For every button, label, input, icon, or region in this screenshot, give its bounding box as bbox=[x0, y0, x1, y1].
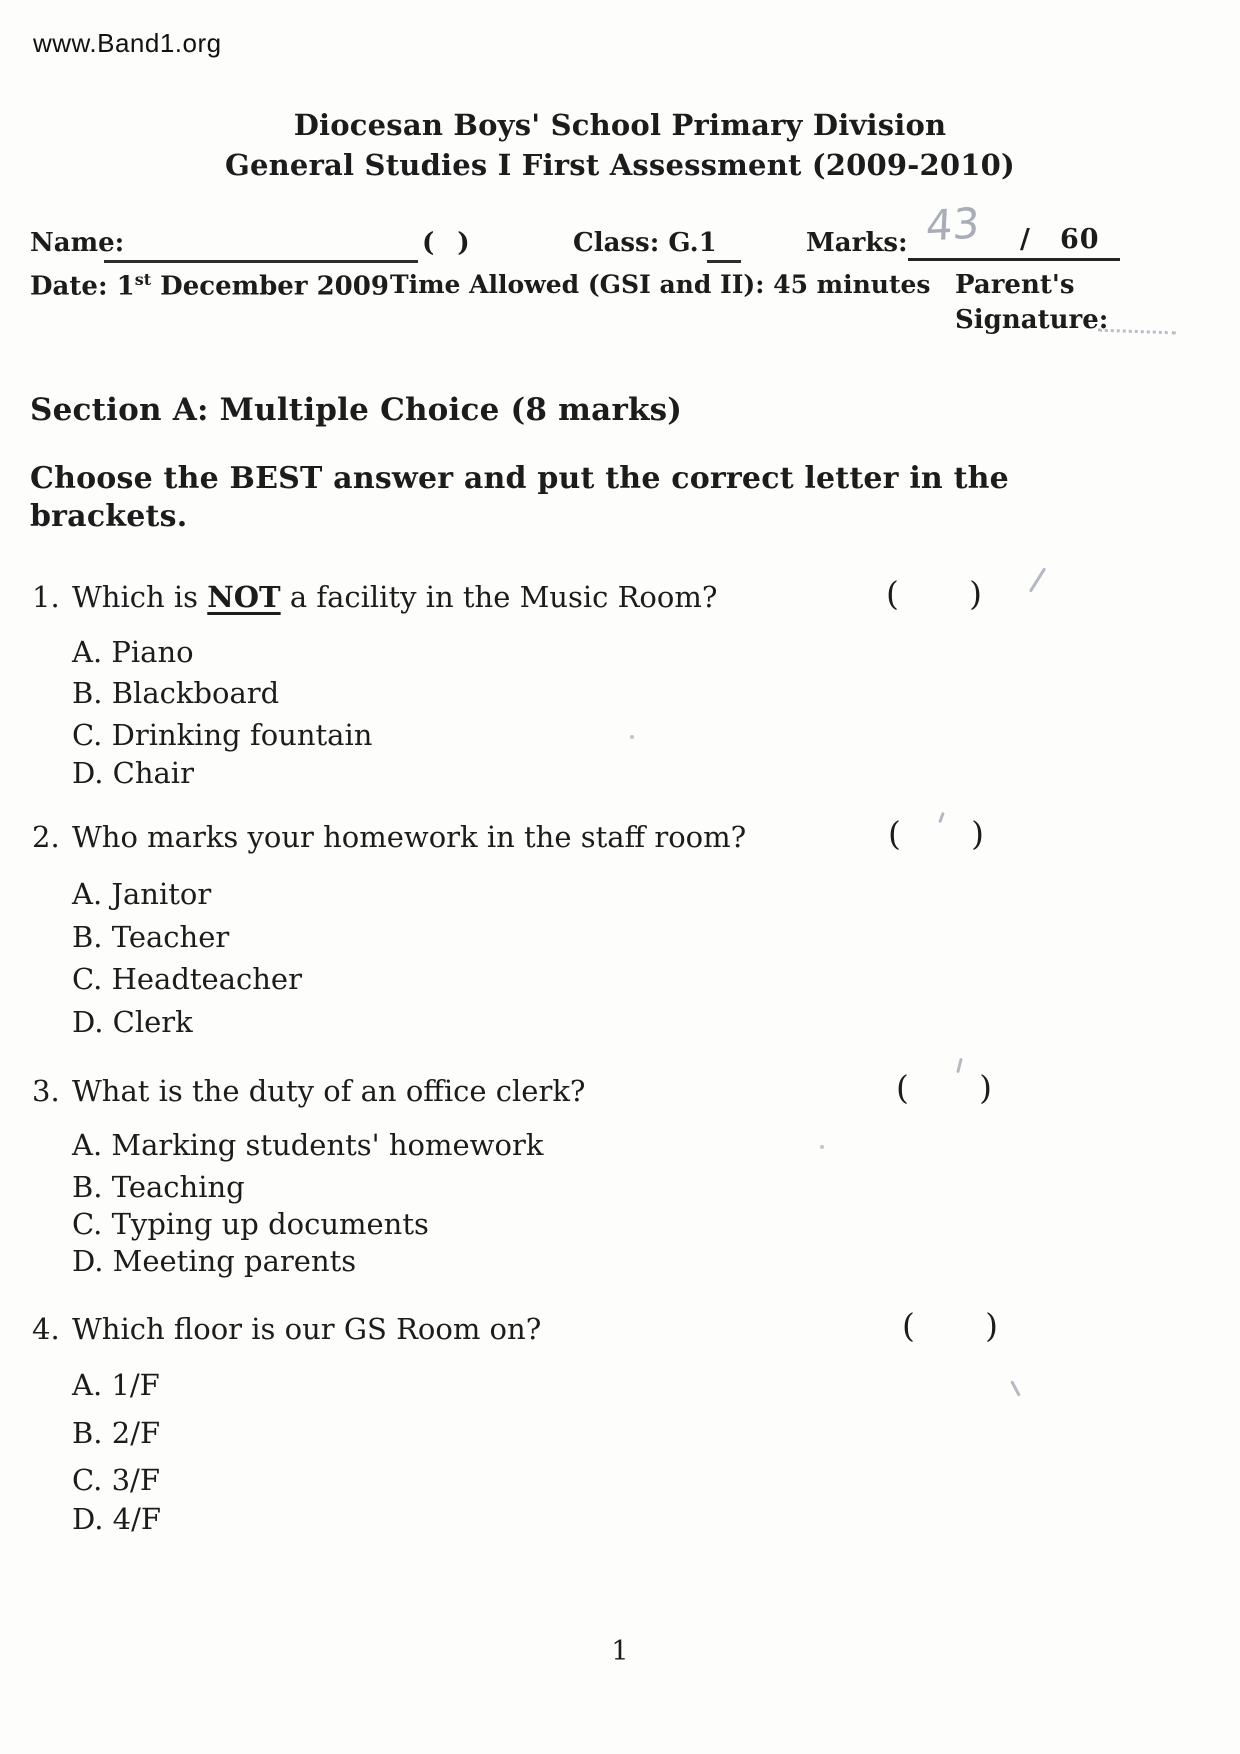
option-a: A. Piano bbox=[72, 635, 194, 669]
option-d: D. Clerk bbox=[72, 1005, 193, 1039]
scan-speck bbox=[820, 1145, 824, 1149]
document-title-line2: General Studies I First Assessment (2009-2010) bbox=[225, 148, 1015, 182]
name-label: Name: bbox=[30, 228, 125, 258]
question-number: 4. bbox=[32, 1312, 60, 1346]
question-number: 3. bbox=[32, 1074, 60, 1108]
option-a: A. Marking students' homework bbox=[72, 1128, 544, 1162]
answer-brackets: ( ) bbox=[896, 1068, 992, 1107]
parents-label: Parent's bbox=[955, 270, 1075, 300]
signature-pencil-scribble bbox=[1098, 317, 1176, 335]
marks-divider: / bbox=[1020, 224, 1030, 255]
marks-label: Marks: bbox=[806, 228, 908, 258]
signature-label: Signature: bbox=[955, 305, 1109, 335]
question-1 bbox=[30, 574, 1040, 800]
option-b: B. Teacher bbox=[72, 920, 230, 954]
page-number: 1 bbox=[611, 1636, 629, 1667]
section-a-heading: Section A: Multiple Choice (8 marks) bbox=[30, 392, 683, 428]
option-d: D. Chair bbox=[72, 756, 194, 790]
answer-brackets: ( ) bbox=[902, 1306, 998, 1345]
question-2 bbox=[30, 814, 1040, 1050]
scan-speck bbox=[630, 735, 634, 739]
option-c: C. Headteacher bbox=[72, 962, 302, 996]
handwritten-score: 43 bbox=[924, 198, 981, 251]
class-number-brackets: ( ) bbox=[422, 228, 470, 258]
option-c: C. Drinking fountain bbox=[72, 718, 373, 752]
option-b: B. Blackboard bbox=[72, 676, 280, 710]
option-a: A. 1/F bbox=[72, 1368, 160, 1402]
option-d: D. Meeting parents bbox=[72, 1244, 357, 1278]
class-label: Class: G.1 bbox=[573, 228, 717, 258]
question-number: 2. bbox=[32, 820, 60, 854]
question-text: Who marks your homework in the staff room? bbox=[72, 820, 747, 854]
instruction-line2: brackets. bbox=[30, 499, 188, 534]
option-d: D. 4/F bbox=[72, 1502, 161, 1536]
option-b: B. 2/F bbox=[72, 1416, 161, 1450]
option-a: A. Janitor bbox=[72, 877, 212, 911]
question-text: Which is NOT a facility in the Music Room? bbox=[72, 580, 718, 614]
answer-brackets: ( ) bbox=[888, 814, 984, 853]
question-text: What is the duty of an office clerk? bbox=[72, 1074, 586, 1108]
option-b: B. Teaching bbox=[72, 1170, 245, 1204]
option-c: C. 3/F bbox=[72, 1463, 160, 1497]
answer-brackets: ( ) bbox=[886, 574, 982, 613]
name-blank-line bbox=[104, 232, 418, 263]
site-watermark: www.Band1.org bbox=[33, 28, 222, 58]
ordinal-superscript: st bbox=[134, 270, 152, 289]
date-label: Date: 1st December 2009 bbox=[30, 270, 389, 302]
class-blank-line bbox=[707, 236, 741, 263]
instruction-line1: Choose the BEST answer and put the correct letter in the bbox=[30, 461, 1009, 496]
document-title-line1: Diocesan Boys' School Primary Division bbox=[293, 108, 947, 142]
marks-blank-line bbox=[908, 198, 1120, 261]
question-4 bbox=[30, 1306, 1040, 1562]
question-number: 1. bbox=[32, 580, 60, 614]
time-allowed-label: Time Allowed (GSI and II): 45 minutes bbox=[390, 270, 931, 299]
emphasis-not: NOT bbox=[207, 580, 281, 614]
option-c: C. Typing up documents bbox=[72, 1207, 429, 1241]
question-3 bbox=[30, 1068, 1040, 1294]
question-text: Which floor is our GS Room on? bbox=[72, 1312, 542, 1346]
marks-total: 60 bbox=[1060, 224, 1100, 255]
